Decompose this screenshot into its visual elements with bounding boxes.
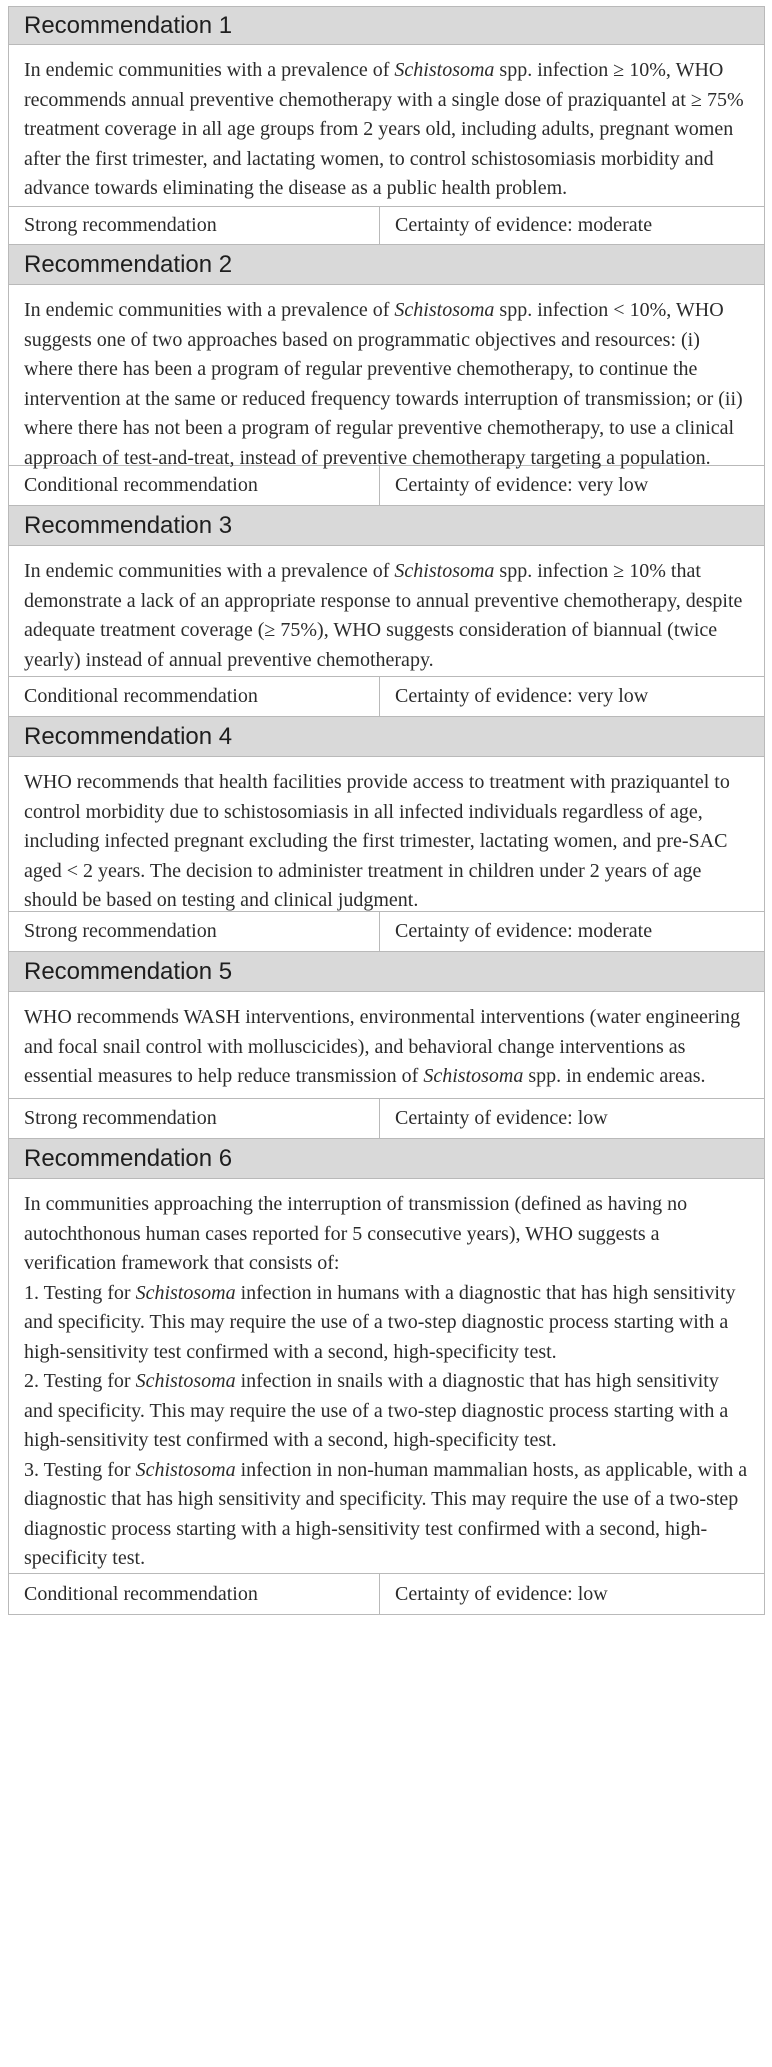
recommendation-paragraph: In endemic communities with a prevalence of Schistosoma spp. infection ≥ 10%, WHO recommends annual preventive chemotherapy with a single dose of praziquantel at ≥ 75% treatment coverage in all age groups from 2 years old, including adults, pregnant women after the first trimester, and lactating women, to control schistosomiasis morbidity and advance towards eliminating the disease as a public health problem. (24, 59, 744, 199)
recommendation-paragraph: In endemic communities with a prevalence of Schistosoma spp. infection < 10%, WHO suggests one of two approaches based on programmatic objectives and resources: (i) where there has been a program of regular preventive chemotherapy, to continue the intervention at the same or reduced frequency towards interruption of transmission; or (ii) where there has not been a program of regular preventive chemotherapy, to use a clinical approach of test-and-treat, instead of preventive chemotherapy targeting a population. (24, 299, 743, 469)
recommendation-text (9, 45, 764, 207)
recommendation-heading: Recommendation 2 (9, 245, 764, 285)
recommendation-paragraph: WHO recommends WASH interventions, environmental interventions (water engineering and focal snail control with molluscicides), and behavioral change interventions as essential measures to help reduce transmission of Schistosoma spp. in endemic areas. (24, 1006, 741, 1087)
recommendation-block (9, 506, 764, 717)
evidence-certainty: Certainty of evidence: low (395, 1582, 608, 1605)
recommendation-text (9, 1179, 764, 1574)
recommendation-block (9, 245, 764, 506)
recommendation-text (9, 992, 764, 1099)
recommendation-text (9, 546, 764, 677)
recommendation-heading: Recommendation 4 (9, 717, 764, 757)
recommendation-list-item: 1. Testing for Schistosoma infection in humans with a diagnostic that has high sensitivity and specificity. This may require the use of a two-step diagnostic process starting with a high-sensitivity test confirmed with a second, high-specificity test. (24, 1281, 736, 1363)
evidence-certainty: Certainty of evidence: very low (395, 685, 649, 707)
recommendation-block (9, 952, 764, 1139)
recommendation-list-item: 3. Testing for Schistosoma infection in non-human mammalian hosts, as applicable, with a diagnostic that has high sensitivity and specificity. This may require the use of a two-step diagnostic process starting with a high-sensitivity test confirmed with a second, high-specificity test. (24, 1458, 748, 1569)
recommendation-strength: Strong recommendation (9, 207, 380, 244)
evidence-certainty: Certainty of evidence: moderate (395, 214, 653, 236)
recommendation-heading: Recommendation 3 (9, 506, 764, 546)
recommendation-strength: Conditional recommendation (9, 1574, 380, 1614)
recommendation-heading: Recommendation 1 (9, 7, 764, 45)
recommendation-block (9, 1139, 764, 1614)
evidence-certainty: Certainty of evidence: moderate (395, 920, 653, 942)
recommendation-block (9, 7, 764, 245)
recommendation-list-item: 2. Testing for Schistosoma infection in snails with a diagnostic that has high sensitivity and specificity. This may require the use of a two-step diagnostic process starting with a high-sensitivity test confirmed with a second, high-specificity test. (24, 1370, 729, 1451)
recommendations-table (8, 6, 765, 1615)
recommendation-paragraph: In communities approaching the interruption of transmission (defined as having no autochthonous human cases reported for 5 consecutive years), WHO suggests a verification framework that consists of: (24, 1193, 688, 1274)
recommendation-footer (9, 466, 764, 506)
recommendation-text (9, 757, 764, 912)
recommendation-footer (9, 677, 764, 717)
recommendation-footer (9, 207, 764, 245)
recommendation-strength: Conditional recommendation (9, 466, 380, 505)
recommendation-heading: Recommendation 5 (9, 952, 764, 992)
recommendation-paragraph: In endemic communities with a prevalence of Schistosoma spp. infection ≥ 10% that demonstrate a lack of an appropriate response to annual preventive chemotherapy, despite adequate treatment coverage (≥ 75%), WHO suggests consideration of biannual (twice yearly) instead of annual preventive chemotherapy. (24, 560, 743, 671)
recommendation-heading: Recommendation 6 (9, 1139, 764, 1179)
evidence-certainty: Certainty of evidence: very low (395, 474, 649, 496)
recommendation-footer (9, 912, 764, 952)
recommendation-strength: Strong recommendation (9, 1099, 380, 1138)
recommendation-footer (9, 1574, 764, 1614)
recommendation-strength: Strong recommendation (9, 912, 380, 951)
recommendation-footer (9, 1099, 764, 1139)
recommendation-text (9, 285, 764, 469)
recommendation-block (9, 717, 764, 952)
evidence-certainty: Certainty of evidence: low (395, 1107, 608, 1129)
recommendation-paragraph: WHO recommends that health facilities provide access to treatment with praziquantel to control morbidity due to schistosomiasis in all infected individuals regardless of age, including infected pregnant excluding the first trimester, lactating women, and pre-SAC aged < 2 years. The decision to administer treatment in children under 2 years of age should be based on testing and clinical judgment. (24, 771, 730, 911)
recommendation-strength: Conditional recommendation (9, 677, 380, 716)
